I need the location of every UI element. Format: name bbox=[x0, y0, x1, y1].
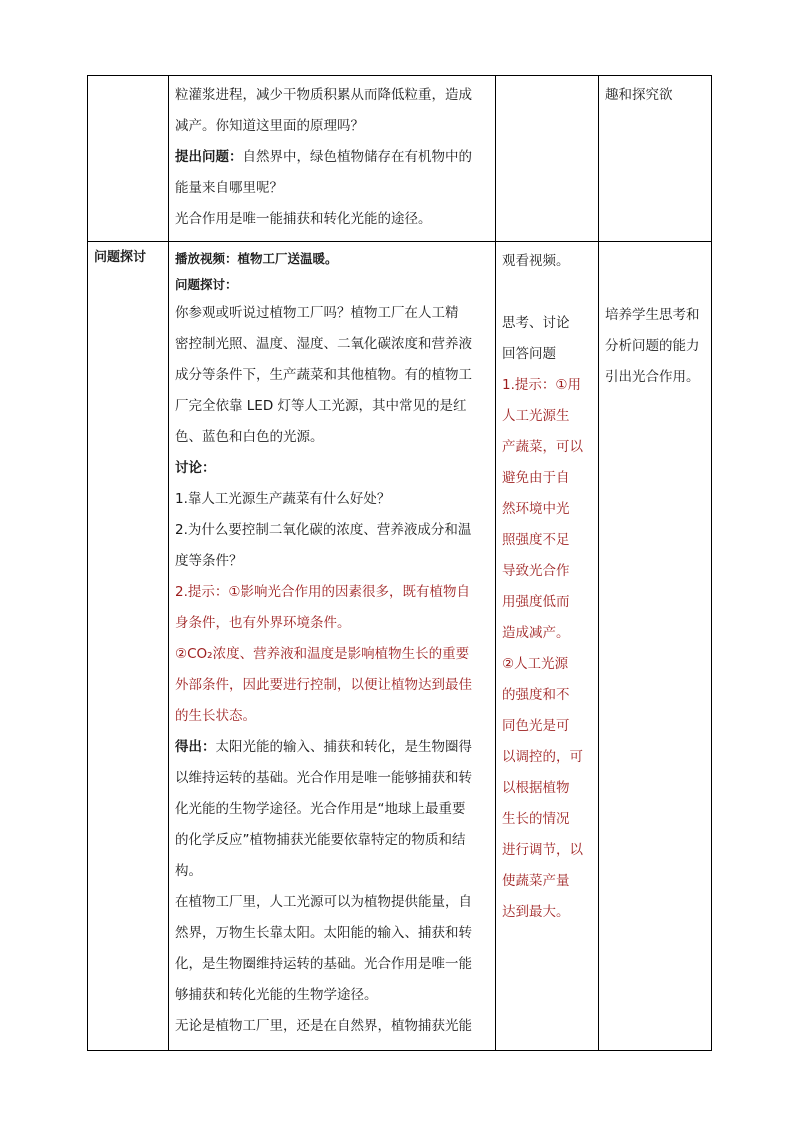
result-line: 的化学反应”植物捕获光能要依靠特定的物质和结 bbox=[175, 832, 466, 848]
hint-1-block bbox=[502, 370, 593, 928]
hint-1-line: 导致光合作 bbox=[502, 563, 570, 579]
design-intent-cell bbox=[599, 242, 712, 1051]
hint-1-line: 达到最大。 bbox=[502, 904, 570, 920]
student-think: 思考、讨论 bbox=[502, 315, 570, 331]
intent-line: 引出光合作用。 bbox=[605, 369, 700, 385]
row1-content-cell bbox=[169, 76, 496, 242]
intro-line: 厂完全依靠 LED 灯等人工光源，其中常见的是红 bbox=[175, 398, 467, 414]
result-line: 以维持运转的基础。光合作用是唯一能够捕获和转 bbox=[175, 770, 472, 786]
factory-line: 够捕获和转化光能的生物学途径。 bbox=[175, 987, 378, 1003]
discuss-label: 讨论： bbox=[175, 460, 216, 476]
hint-1-line: 使蔬菜产量 bbox=[502, 873, 570, 889]
intro-line: 色、蓝色和白色的光源。 bbox=[175, 429, 324, 445]
result-line: 构。 bbox=[175, 863, 202, 879]
discussion-heading: 问题探讨： bbox=[175, 277, 238, 292]
result-line: 化光能的生物学途径。光合作用是“地球上最重要 bbox=[175, 801, 466, 817]
hint-1-line: 造成减产。 bbox=[502, 625, 570, 641]
teacher-activity-cell bbox=[169, 242, 496, 1051]
question-2-line: 度等条件？ bbox=[175, 553, 243, 569]
video-line bbox=[175, 246, 490, 272]
lesson-plan-table bbox=[87, 75, 712, 1051]
intent-line: 培养学生思考和 bbox=[605, 307, 700, 323]
intro-line: 你参观或听说过植物工厂吗？植物工厂在人工精 bbox=[175, 305, 459, 321]
intent-line: 分析问题的能力 bbox=[605, 338, 700, 354]
student-watch: 观看视频。 bbox=[502, 253, 570, 269]
hint-1-line: 进行调节，以 bbox=[502, 842, 583, 858]
question-2-line: 2.为什么要控制二氧化碳的浓度、营养液成分和温 bbox=[175, 522, 472, 538]
factory-line: 在植物工厂里，人工光源可以为植物提供能量，自 bbox=[175, 894, 472, 910]
table-row bbox=[88, 242, 712, 1051]
hint-2-line: ②CO₂浓度、营养液和温度是影响植物生长的重要 bbox=[175, 646, 470, 662]
hint-2-line: 身条件，也有外界环境条件。 bbox=[175, 615, 351, 631]
section-label-cell bbox=[88, 242, 169, 1051]
intro-line: 成分等条件下，生产蔬菜和其他植物。有的植物工 bbox=[175, 367, 472, 383]
section-label: 问题探讨 bbox=[94, 250, 147, 265]
result-text: 太阳光能的输入、捕获和转化，是生物圈得 bbox=[215, 739, 472, 755]
result-label: 得出： bbox=[175, 739, 216, 755]
hint-1-line: 的强度和不 bbox=[502, 687, 570, 703]
question-label: 提出问题： bbox=[175, 149, 243, 165]
row1-label-cell bbox=[88, 76, 169, 242]
hint-2-line: 的生长状态。 bbox=[175, 708, 256, 724]
hint-1-line: 以调控的，可 bbox=[502, 749, 583, 765]
hint-1-line: ②人工光源 bbox=[502, 656, 569, 672]
student-think: 回答问题 bbox=[502, 346, 556, 362]
video-title: 植物工厂送温暖。 bbox=[237, 251, 338, 266]
factory-line: 然界，万物生长靠太阳。太阳能的输入、捕获和转 bbox=[175, 925, 472, 941]
table-row bbox=[88, 76, 712, 242]
hint-2-line: 2.提示：①影响光合作用的因素很多，既有植物自 bbox=[175, 584, 470, 600]
intro-line: 密控制光照、温度、湿度、二氧化碳浓度和营养液 bbox=[175, 336, 472, 352]
hint-1-line: 1.提示：①用 bbox=[502, 377, 581, 393]
hint-1-line: 避免由于自 bbox=[502, 470, 570, 486]
hint-1-line: 人工光源生 bbox=[502, 408, 570, 424]
row1-student-cell bbox=[496, 76, 599, 242]
student-activity-cell bbox=[496, 242, 599, 1051]
intent-text: 趣和探究欲 bbox=[605, 87, 673, 103]
question-1: 1.靠人工光源生产蔬菜有什么好处？ bbox=[175, 491, 391, 507]
hint-1-line: 同色光是可 bbox=[502, 718, 570, 734]
question-text-b: 能量来自哪里呢？ bbox=[175, 180, 283, 196]
row1-line-2: 减产。你知道这里面的原理吗？ bbox=[175, 118, 364, 134]
row1-intent-cell bbox=[599, 76, 712, 242]
hint-1-line: 生长的情况 bbox=[502, 811, 570, 827]
hint-1-line: 照强度不足 bbox=[502, 532, 570, 548]
row1-line-1: 粒灌浆进程，减少干物质积累从而降低粒重，造成 bbox=[175, 87, 472, 103]
video-label: 播放视频： bbox=[175, 251, 238, 266]
hint-1-line: 然环境中光 bbox=[502, 501, 570, 517]
last-line: 无论是植物工厂里，还是在自然界，植物捕获光能 bbox=[175, 1018, 472, 1034]
factory-line: 化，是生物圈维持运转的基础。光合作用是唯一能 bbox=[175, 956, 472, 972]
hint-1-line: 用强度低而 bbox=[502, 594, 570, 610]
hint-2-line: 外部条件，因此要进行控制，以便让植物达到最佳 bbox=[175, 677, 472, 693]
conclusion-line: 光合作用是唯一能捕获和转化光能的途径。 bbox=[175, 211, 432, 227]
raise-question bbox=[175, 142, 490, 173]
question-text-a: 自然界中，绿色植物储存在有机物中的 bbox=[242, 149, 472, 165]
hint-1-line: 以根据植物 bbox=[502, 780, 570, 796]
hint-1-line: 产蔬菜，可以 bbox=[502, 439, 583, 455]
result-line bbox=[175, 732, 490, 763]
